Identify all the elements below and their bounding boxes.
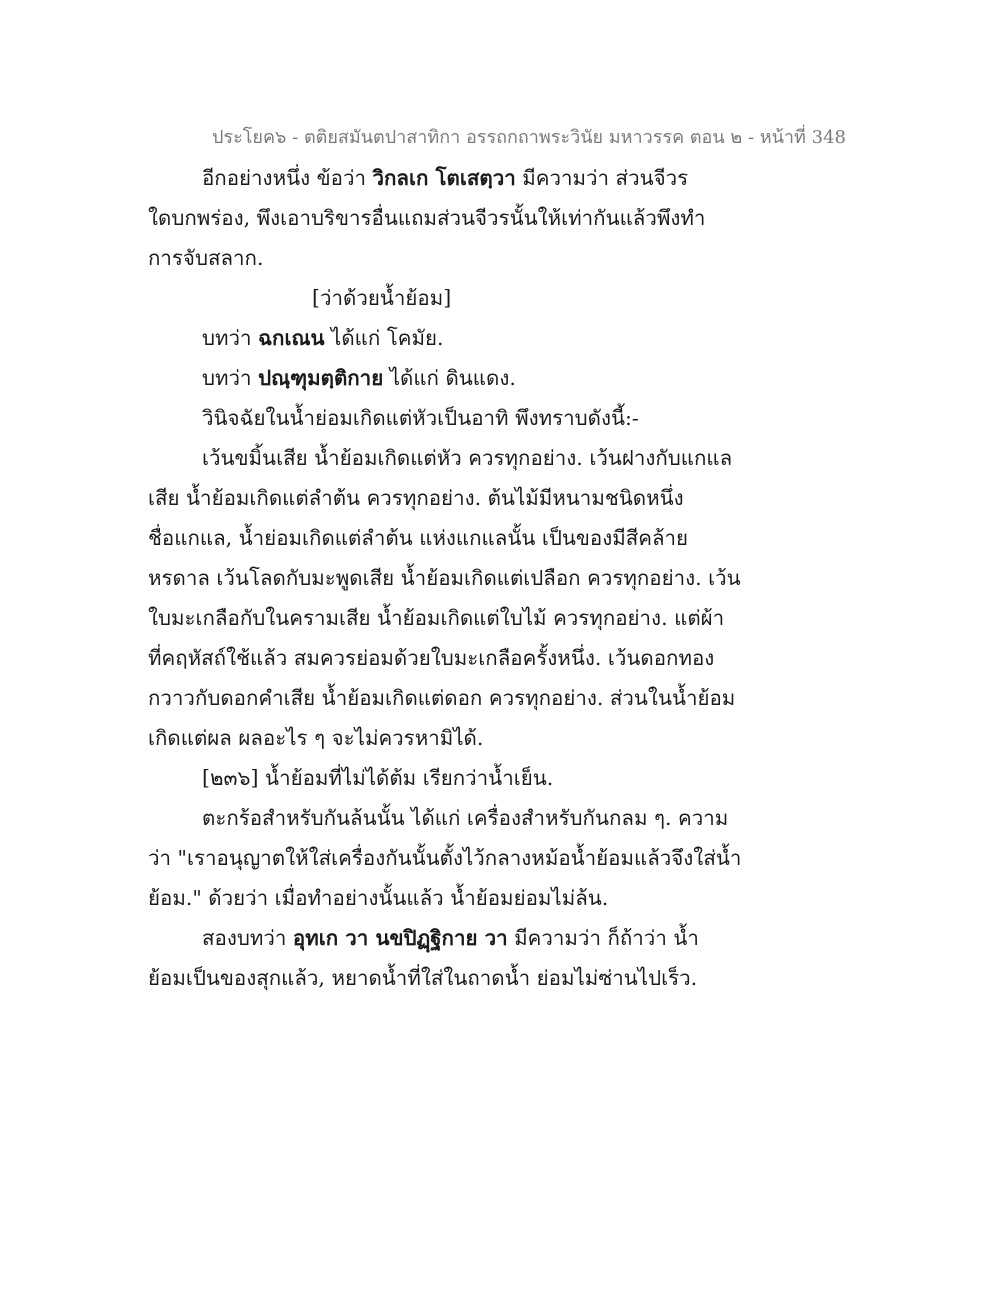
text-line: ว่า "เราอนุญาตให้ใส่เครื่องกันนั้นตั้งไว้กลางหม้อน้ำย้อมแล้วจึงใส่น้ำ [148,846,742,870]
text-line: เกิดแต่ผล ผลอะไร ๆ จะไม่ควรหามิได้. [148,726,484,750]
text-line: ใดบกพร่อง, พึงเอาบริขารอื่นแถมส่วนจีวรนั้นให้เท่ากันแล้วพึงทำ [148,206,706,230]
text-line: บทว่า ฉกเณน ได้แก่ โคมัย. [202,326,444,350]
pali-term: ฉกเณน [258,326,325,350]
text-line: วินิจฉัยในน้ำย่อมเกิดแต่หัวเป็นอาทิ พึงทราบดังนี้:- [202,406,639,430]
text-line: หรดาล เว้นโลดกับมะพูดเสีย น้ำย้อมเกิดแต่เปลือก ควรทุกอย่าง. เว้น [148,566,741,590]
text-line: ใบมะเกลือกับในครามเสีย น้ำย้อมเกิดแต่ใบไม้ ควรทุกอย่าง. แต่ผ้า [148,606,725,630]
section-heading: [ว่าด้วยน้ำย้อม] [312,286,452,310]
text-line: สองบทว่า อุทเก วา นขปิฏฺฐิกาย วา มีความว่า ก็ถ้าว่า น้ำ [202,926,699,950]
pali-term: ปณฺฑุมตฺติกาย [258,366,384,390]
text-line: ย้อม." ด้วยว่า เมื่อทำอย่างนั้นแล้ว น้ำย้อมย่อมไม่ล้น. [148,886,609,910]
pali-term: อุทเก วา นขปิฏฺฐิกาย วา [292,926,508,950]
text-line: บทว่า ปณฺฑุมตฺติกาย ได้แก่ ดินแดง. [202,366,516,390]
page-header: ประโยค๖ - ตติยสมันตปาสาทิกา อรรถกถาพระวินัย มหาวรรค ตอน ๒ - หน้าที่ 348 [212,127,846,148]
text-line: ตะกร้อสำหรับกันล้นนั้น ได้แก่ เครื่องสำหรับกันกลม ๆ. ความ [202,806,729,830]
text-line: อีกอย่างหนึ่ง ข้อว่า วิกลเก โตเสตฺวา มีความว่า ส่วนจีวร [202,166,689,190]
text-line: กวาวกับดอกคำเสีย น้ำย้อมเกิดแต่ดอก ควรทุกอย่าง. ส่วนในน้ำย้อม [148,686,736,710]
text-line: ย้อมเป็นของสุกแล้ว, หยาดน้ำที่ใส่ในถาดน้ำ ย่อมไม่ซ่านไปเร็ว. [148,966,698,990]
text-line: เว้นขมิ้นเสีย น้ำย้อมเกิดแต่หัว ควรทุกอย่าง. เว้นฝางกับแกแล [202,446,733,470]
text-line: ชื่อแกแล, น้ำย่อมเกิดแต่ลำต้น แห่งแกแลนั้น เป็นของมีสีคล้าย [148,526,689,550]
pali-term: วิกลเก โตเสตฺวา [372,166,516,190]
text-line: เสีย น้ำย้อมเกิดแต่ลำต้น ควรทุกอย่าง. ต้นไม้มีหนามชนิดหนึ่ง [148,486,684,510]
text-line: การจับสลาก. [148,246,264,270]
text-line: ที่คฤหัสถ์ใช้แล้ว สมควรย่อมด้วยใบมะเกลือครั้งหนึ่ง. เว้นดอกทอง [148,646,715,670]
text-line: [๒๓๖] น้ำย้อมที่ไม่ได้ต้ม เรียกว่าน้ำเย็น. [202,766,554,790]
